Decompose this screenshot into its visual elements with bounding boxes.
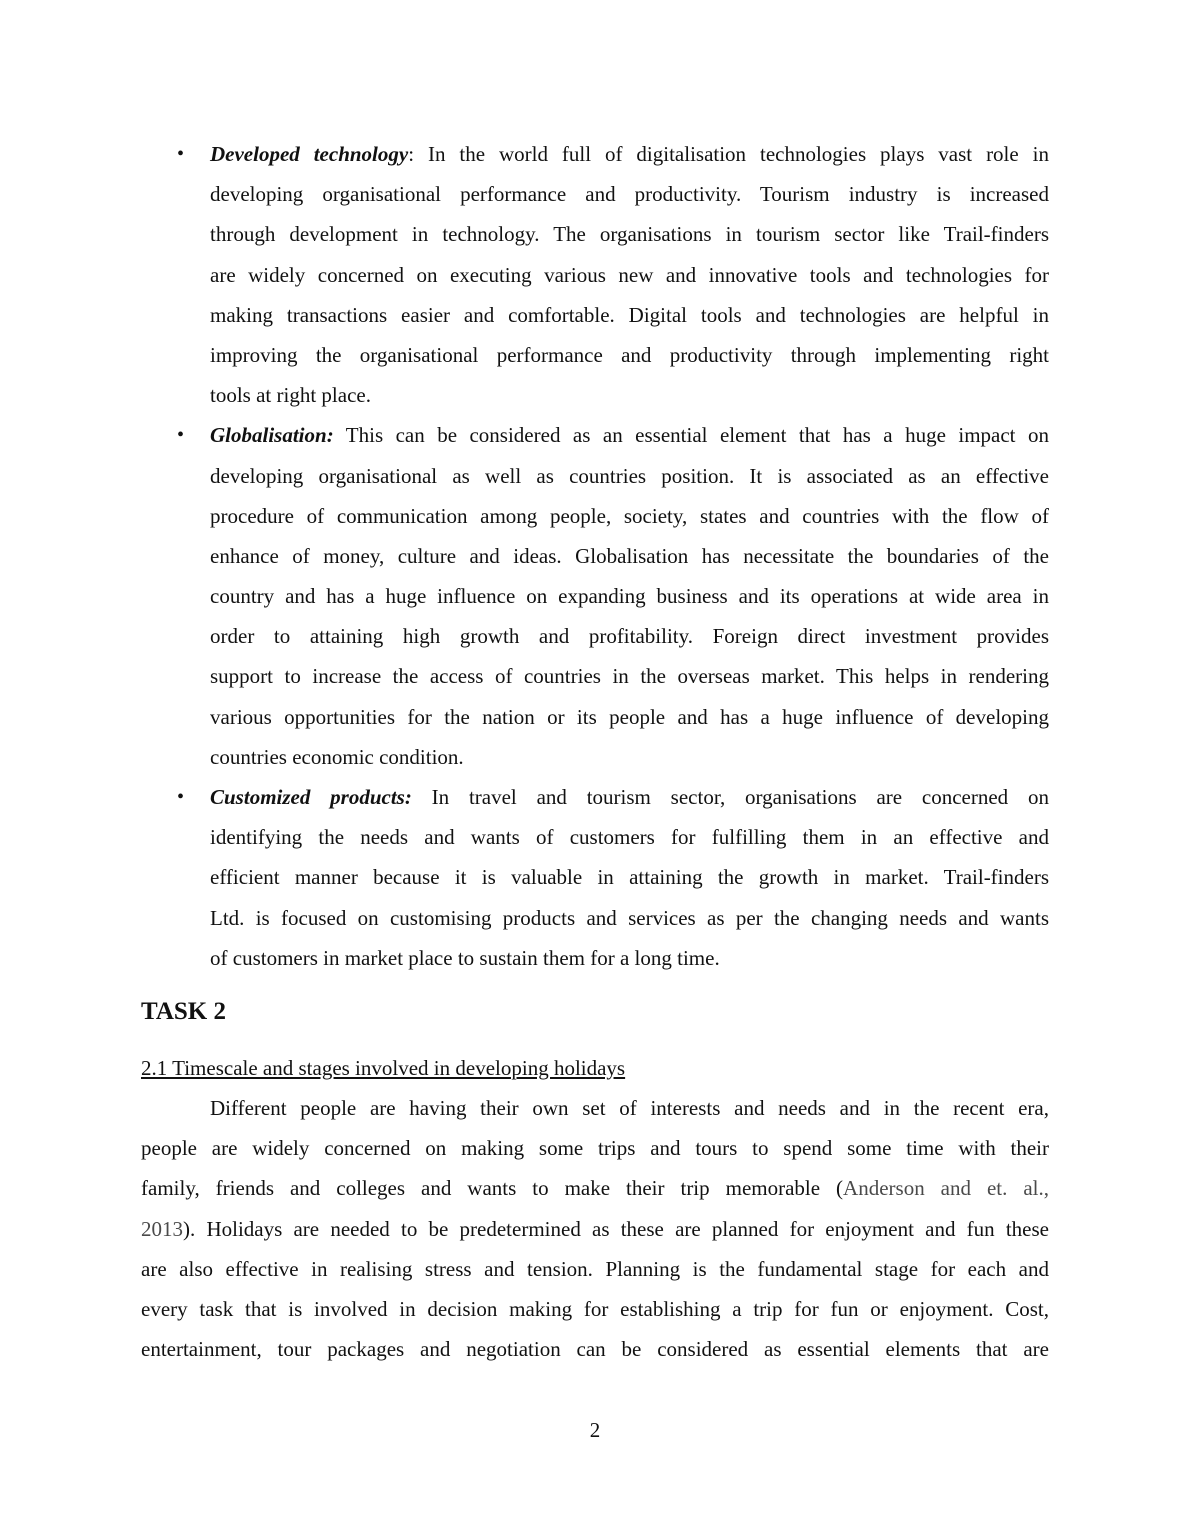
text-line: country and has a huge influence on expanding business and its operations at wide area in — [210, 584, 1049, 609]
text-line: are also effective in realising stress and tension. Planning is the fundamental stage for each and — [141, 1256, 1049, 1281]
text-line: are widely concerned on executing various new and innovative tools and technologies for — [210, 262, 1049, 287]
bullet-icon: • — [177, 786, 185, 808]
text-line: enhance of money, culture and ideas. Globalisation has necessitate the boundaries of the — [210, 543, 1049, 568]
section-heading: TASK 2 — [141, 998, 226, 1025]
text-line: making transactions easier and comfortable. Digital tools and technologies are helpful in — [210, 302, 1049, 327]
text-line: every task that is involved in decision making for establishing a trip for fun or enjoyment. Cost, — [141, 1296, 1049, 1321]
page-number: 2 — [589, 1418, 601, 1442]
text-line: identifying the needs and wants of customers for fulfilling them in an effective and — [210, 825, 1049, 850]
bullet-label: Customized products: — [210, 785, 412, 809]
text-line: In travel and tourism sector, organisations are concerned on — [411, 785, 1049, 809]
bullet-item-globalisation — [141, 415, 1049, 777]
bullet-list — [141, 134, 1049, 978]
text-line: Ltd. is focused on customising products and services as per the changing needs and wants — [210, 905, 1049, 930]
text-line: Different people are having their own set of interests and needs and in the recent era, — [210, 1096, 1049, 1120]
text-line: support to increase the access of countries in the overseas market. This helps in rendering — [210, 664, 1049, 689]
text-line: entertainment, tour packages and negotiation can be considered as essential elements that are — [141, 1337, 1049, 1362]
text-line: of customers in market place to sustain them for a long time. — [210, 945, 720, 970]
text-line: through development in technology. The organisations in tourism sector like Trail-finders — [210, 222, 1049, 247]
text-line: procedure of communication among people, society, states and countries with the flow of — [210, 503, 1049, 528]
citation: Anderson and et. al., — [843, 1176, 1049, 1201]
text-line: This can be considered as an essential element that has a huge impact on — [333, 423, 1049, 448]
text-line: family, friends and colleges and wants to make their trip memorable ( — [141, 1176, 844, 1201]
subsection-heading: 2.1 Timescale and stages involved in developing holidays — [141, 1056, 626, 1080]
bullet-item-developed-technology — [141, 134, 1049, 415]
bullet-item-customized-products — [141, 777, 1049, 978]
bullet-icon: • — [177, 424, 185, 447]
text-line: countries economic condition. — [210, 744, 464, 769]
bullet-label: Globalisation: — [210, 423, 334, 448]
text-line: efficient manner because it is valuable in attaining the growth in market. Trail-finders — [210, 865, 1049, 890]
text-line: tools at right place. — [210, 383, 371, 408]
text-line: various opportunities for the nation or its people and has a huge influence of developing — [210, 704, 1049, 729]
text-line: people are widely concerned on making some trips and tours to spend some time with their — [141, 1136, 1049, 1161]
text-line: : In the world full of digitalisation technologies plays vast role in — [408, 142, 1049, 166]
bullet-label: Developed technology — [210, 142, 409, 166]
text-line: ). Holidays are needed to be predetermined as these are planned for enjoyment and fun these — [183, 1216, 1049, 1241]
citation: 2013 — [141, 1216, 183, 1241]
body-paragraph — [141, 1088, 1049, 1369]
text-line: developing organisational as well as countries position. It is associated as an effective — [210, 463, 1049, 488]
text-line: improving the organisational performance and productivity through implementing right — [210, 342, 1049, 367]
text-line: order to attaining high growth and profitability. Foreign direct investment provides — [210, 624, 1049, 649]
text-line: developing organisational performance and productivity. Tourism industry is increased — [210, 182, 1049, 207]
bullet-icon: • — [177, 143, 185, 165]
